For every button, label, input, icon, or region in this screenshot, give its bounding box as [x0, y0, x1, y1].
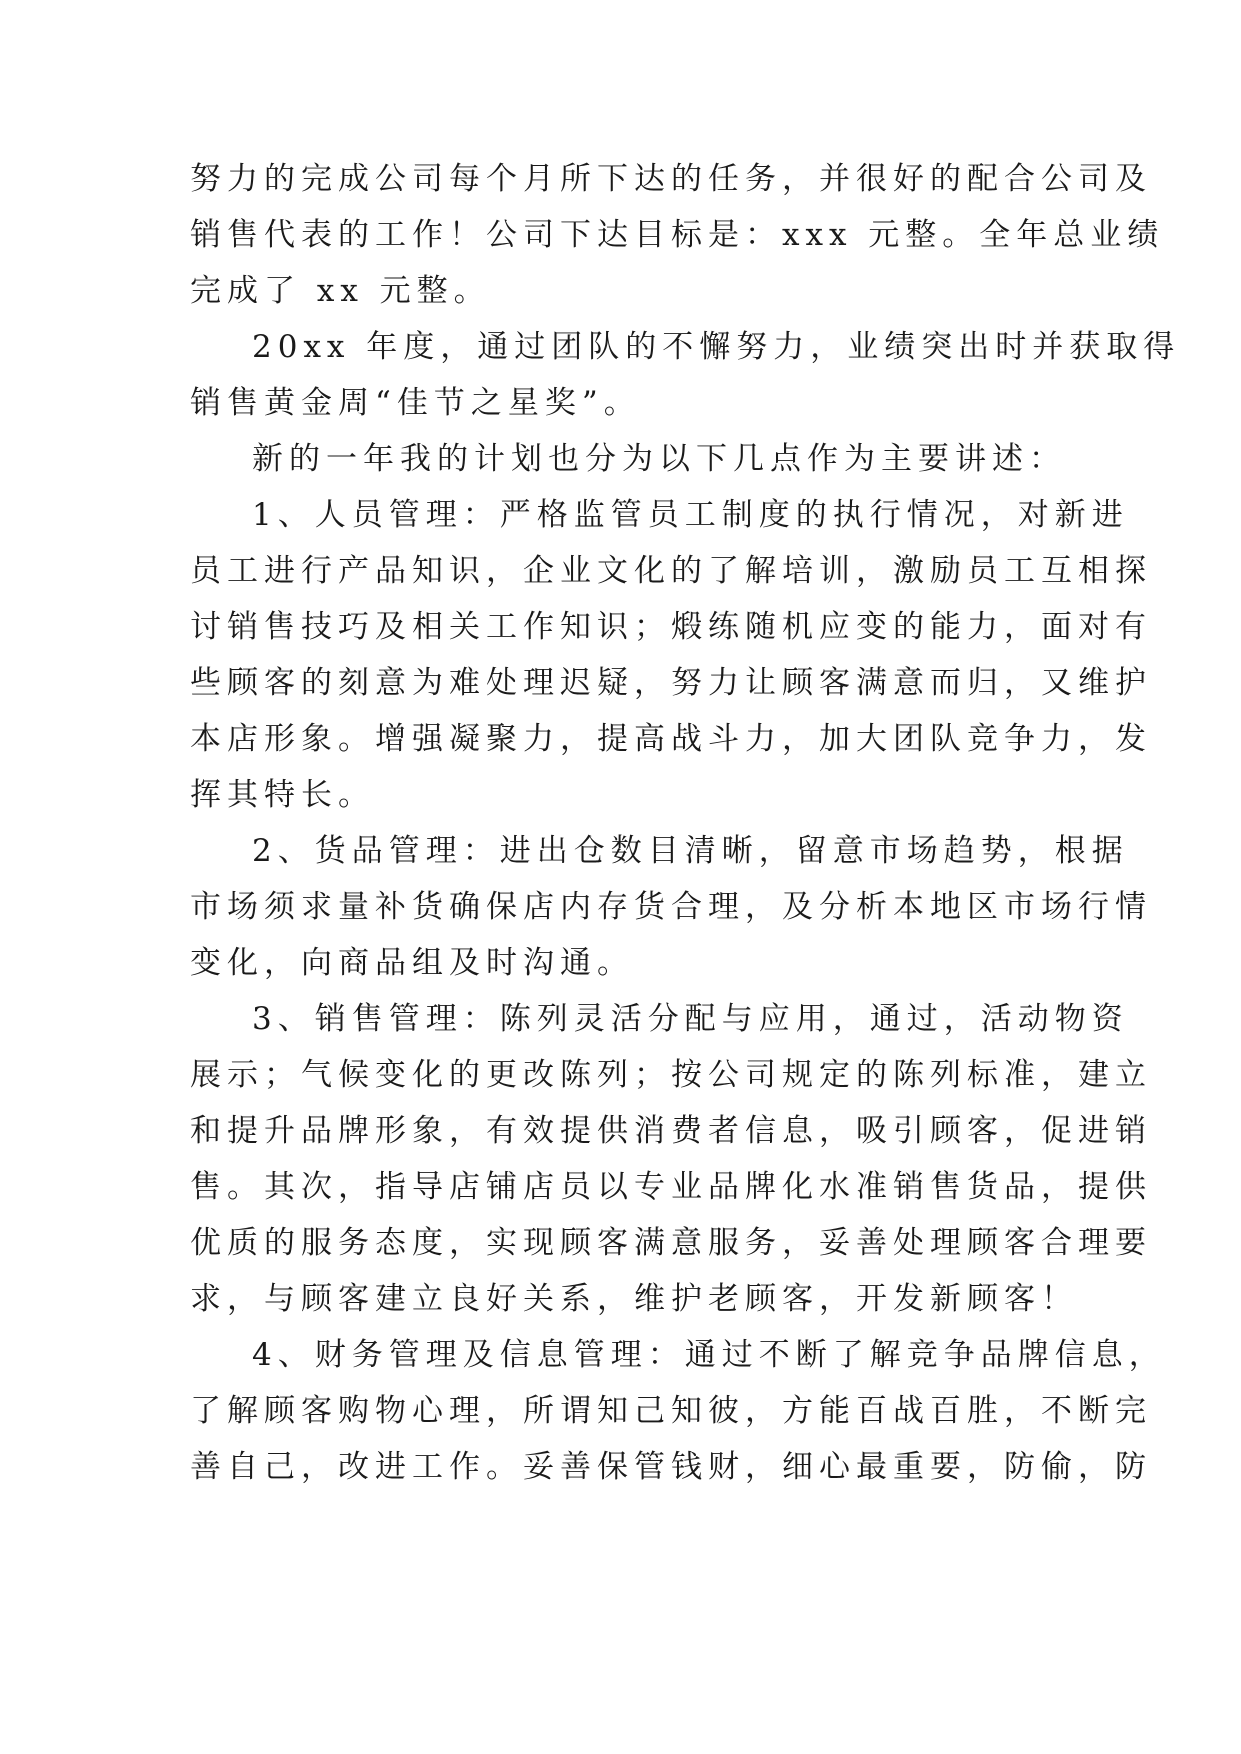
text-line: 2、货品管理：进出仓数目清晰，留意市场趋势，根据 — [252, 833, 1129, 869]
text-line: 3、销售管理：陈列灵活分配与应用，通过，活动物资 — [252, 1001, 1129, 1037]
text-line: 挥其特长。 — [190, 777, 375, 813]
text-line: 售。其次，指导店铺店员以专业品牌化水准销售货品，提供 — [190, 1169, 1152, 1205]
text-line: 努力的完成公司每个月所下达的任务，并很好的配合公司及 — [190, 161, 1152, 197]
text-line: 讨销售技巧及相关工作知识；煅练随机应变的能力，面对有 — [190, 609, 1152, 645]
text-line: 完成了 xx 元整。 — [190, 273, 491, 309]
text-line: 20xx 年度，通过团队的不懈努力，业绩突出时并获取得 — [252, 329, 1181, 365]
text-line: 新的一年我的计划也分为以下几点作为主要讲述： — [252, 441, 1066, 477]
text-line: 些顾客的刻意为难处理迟疑，努力让顾客满意而归，又维护 — [190, 665, 1152, 701]
text-line: 员工进行产品知识，企业文化的了解培训，激励员工互相探 — [190, 553, 1152, 589]
text-line: 善自己，改进工作。妥善保管钱财，细心最重要，防偷，防 — [190, 1449, 1152, 1485]
text-line: 求，与顾客建立良好关系，维护老顾客，开发新顾客！ — [190, 1281, 1078, 1317]
text-line: 变化，向商品组及时沟通。 — [190, 945, 634, 981]
text-line: 4、财务管理及信息管理：通过不断了解竞争品牌信息， — [252, 1337, 1166, 1373]
text-line: 本店形象。增强凝聚力，提高战斗力，加大团队竞争力，发 — [190, 721, 1152, 757]
text-line: 优质的服务态度，实现顾客满意服务，妥善处理顾客合理要 — [190, 1225, 1152, 1261]
text-line: 了解顾客购物心理，所谓知己知彼，方能百战百胜，不断完 — [190, 1393, 1152, 1429]
text-line: 市场须求量补货确保店内存货合理，及分析本地区市场行情 — [190, 889, 1152, 925]
text-line: 和提升品牌形象，有效提供消费者信息，吸引顾客，促进销 — [190, 1113, 1152, 1149]
text-line: 销售代表的工作！公司下达目标是：xxx 元整。全年总业绩 — [190, 217, 1165, 253]
text-line: 1、人员管理：严格监管员工制度的执行情况，对新进 — [252, 497, 1129, 533]
text-line: 展示；气候变化的更改陈列；按公司规定的陈列标准，建立 — [190, 1057, 1152, 1093]
text-line: 销售黄金周“佳节之星奖”。 — [190, 385, 641, 421]
